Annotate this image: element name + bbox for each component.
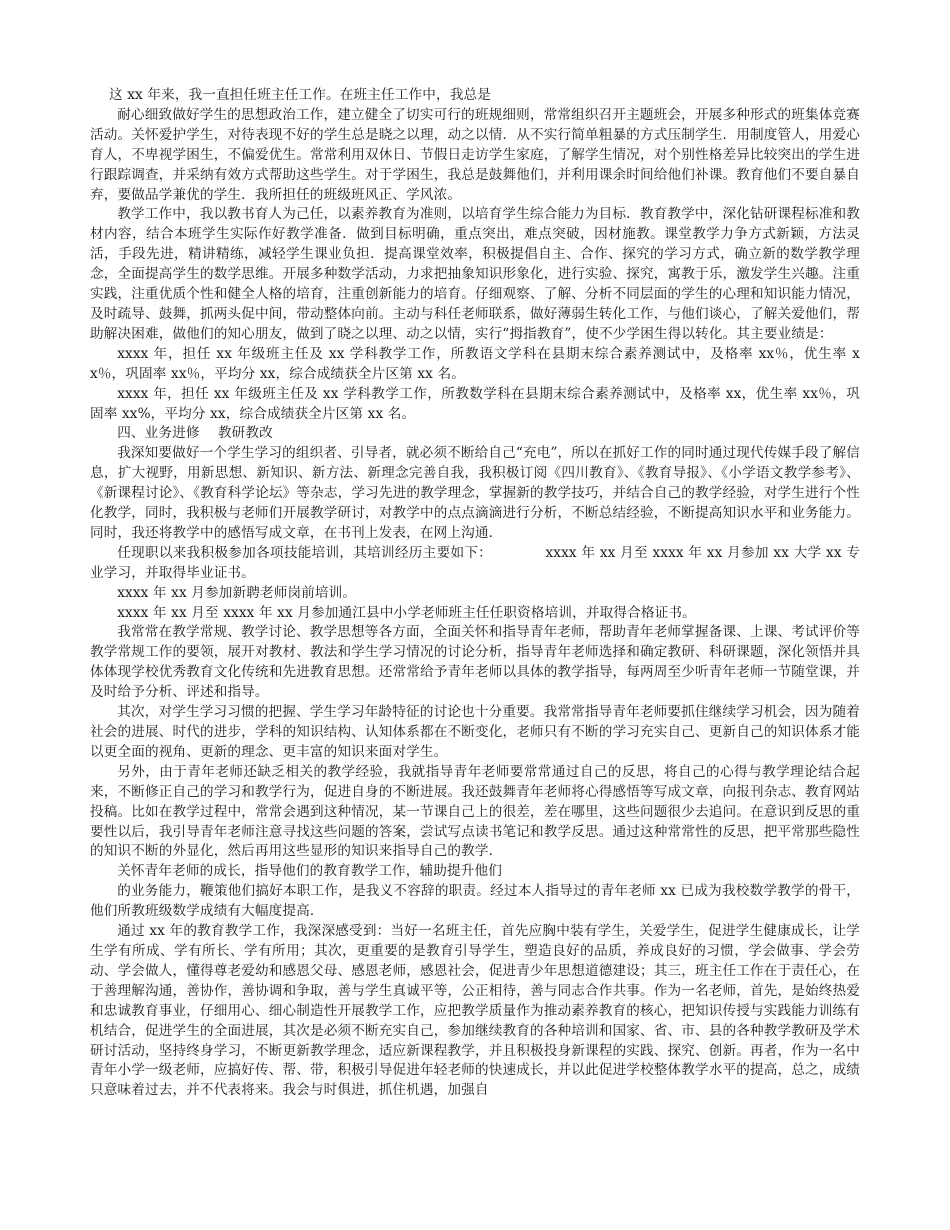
- paragraph-professional-ability: 的业务能力，鞭策他们搞好本职工作，是我义不容辞的职责。经过本人指导过的青年老师 xx 已成为我校数学教学的骨干，他们所教班级数学成绩有大幅度提高．: [90, 883, 860, 920]
- paragraph-teaching-work: 教学工作中，我以教书育人为己任，以素养教育为准则，以培育学生综合能力为目标．教育教学中，深化钻研课程标准和教材内容，结合本班学生实际作好教学准备．做到目标明确，重点突出，难点突破，因材施教。课堂教学力争方式新颖，方法灵活，手段先进，精讲精练，减轻学生课业负担．提高课堂效率，积极提倡自主、合作、探究的学习方式，确立新的数学教学理念，全面提高学生的数学思维。开展多种数学活动，力求把抽象知识形象化，进行实验、探究，寓教于乐，激发学生兴趣。注重实践，注重优质个性和健全人格的培育，注重创新能力的培育。仔细观察、了解、分析不同层面的学生的心理和知识能力情况，及时疏导、鼓舞，抓两头促中间，带动整体向前。主动与科任老师联系，做好薄弱生转化工作，与他们谈心，了解关爱他们，帮助解决困难，做他们的知心朋友，做到了晓之以理、动之以情，实行“拇指教育”，使不少学困生得以转化。其主要业绩是：: [90, 206, 860, 342]
- paragraph-summary: 通过 xx 年的教育教学工作，我深深感受到：当好一名班主任，首先应胸中装有学生，关爱学生，促进学生健康成长，让学生学有所成、学有所长、学有所用；其次，更重要的是教育引导学生，塑造良好的品质，养成良好的习惯，学会做事、学会劳动、学会做人，懂得尊老爱幼和感恩父母、感恩老师，感恩社会，促进青少年思想道德建设；其三，班主任工作在于责任心，在于善理解沟通，善协作，善协调和争取，善与学生真诚平等，公正相待，善与同志合作共事。作为一名老师，首先，是始终热爱和忠诚教育事业，仔细用心、细心制造性开展教学工作，应把教学质量作为推动素养教育的核心，把知识传授与实践能力训练有机结合，促进学生的全面进展，其次是必须不断充实自己，参加继续教育的各种培训和国家、省、市、县的各种教学教研及学术研讨活动，坚持终身学习，不断更新教学理念，适应新课程教学，并且积极投身新课程的实践、探究、创新。再者，作为一名中青年小学一级老师，应搞好传、帮、带，积极引导促进年轻老师的快速成长，并以此促进学校整体教学水平的提高，总之，成绩只意味着过去，并不代表将来。我会与时俱进，抓住机遇，加强自: [90, 923, 860, 1099]
- paragraph-achievement-2: xxxx 年，担任 xx 年级班主任及 xx 学科教学工作，所教数学科在县期末综合素养测试中，及格率 xx，优生率 xx％，巩固率 xx%，平均分 xx，综合成绩获全片区第 xx 名。: [90, 385, 860, 422]
- paragraph-training: 任现职以来我积极参加各项技能培训，其培训经历主要如下： xxxx 年 xx 月至 xxxx 年 xx 月参加 xx 大学 xx 专业学习，并取得毕业证书。: [90, 544, 860, 581]
- paragraph-reflection: 另外，由于青年老师还缺乏相关的教学经验，我就指导青年老师要常常通过自己的反思，将自己的心得与教学理论结合起来，不断修正自己的学习和教学行为，促进自身的不断进展。我还鼓舞青年老师将心得感悟等写成文章，向报刊杂志、教育网站投稿。比如在教学过程中，常常会遇到这种情况，某一节课自己上的很差，差在哪里，这些问题很少去追问。在意识到反思的重要性以后，我引导青年老师注意寻找这些问题的答案，尝试写点读书笔记和教学反思。通过这种常常性的反思，把平常那些隐性的知识不断的外显化，然后再用这些显形的知识来指导自己的教学．: [90, 763, 860, 860]
- paragraph-class-management: 耐心细致做好学生的思想政治工作，建立健全了切实可行的班规细则，常常组织召开主题班会，开展多种形式的班集体竞赛活动。关怀爱护学生，对待表现不好的学生总是晓之以理，动之以情．从不实行简单粗暴的方式压制学生．用制度管人，用爱心育人，不卑视学困生，不偏爱优生。常常利用双休日、节假日走访学生家庭，了解学生情况，对个别性格差异比较突出的学生进行跟踪调查，并采纳有效方式帮助这些学生。对于学困生，我总是鼓舞他们，并利用课余时间给他们补课。教育他们不要自暴自弃，要做品学兼优的学生．我所担任的班级班风正、学风浓。: [90, 106, 860, 203]
- document-page: [90, 86, 860, 1101]
- paragraph-self-improvement: 我深知要做好一个学生学习的组织者、引导者，就必须不断给自己“充电”，所以在抓好工作的同时通过现代传媒手段了解信息，扩大视野，用新思想、新知识、新方法、新理念完善自我，我积极订阅《四川教育》、《教育导报》、《小学语文教学参考》、《新课程讨论》、《教育科学论坛》等杂志，学习先进的教学理念，掌握新的教学技巧，并结合自己的教学经验，对学生进行个性化教学，同时，我积极与老师们开展教学研讨，对教学中的点点滴滴进行分析，不断总结经验，不断提高知识水平和业务能力。同时，我还将教学中的感悟写成文章，在书刊上发表，在网上沟通．: [90, 445, 860, 541]
- section-heading-study: 四、业务进修 教研教改: [117, 425, 273, 442]
- paragraph-mentoring: 我常常在教学常规、教学讨论、教学思想等各方面，全面关怀和指导青年老师，帮助青年老师掌握备课、上课、考试评价等教学常规工作的要领，展开对教材、教法和学生学习情况的讨论分析，指导青年老师选择和确定教研、科研课题，深化领悟并具体体现学校优秀教育文化传统和先进教育思想。还常常给予青年老师以具体的教学指导，每两周至少听青年老师一节随堂课，并及时给予分析、评述和指导。: [90, 624, 860, 701]
- paragraph-achievement-1: xxxx 年，担任 xx 年级班主任及 xx 学科教学工作，所教语文学科在县期末综合素养测试中，及格率 xx％，优生率 xx％，巩固率 xx％，平均分 xx，综合成绩获全片区第 xx 名。: [90, 345, 860, 382]
- paragraph-care-young-teachers: 关怀青年老师的成长，指导他们的教育教学工作，辅助提升他们: [117, 863, 503, 880]
- paragraph-training-item-1: xxxx 年 xx 月参加新聘老师岗前培训。: [117, 584, 357, 601]
- paragraph-intro: 这 xx 年来，我一直担任班主任工作。在班主任工作中，我总是: [109, 87, 491, 103]
- paragraph-training-item-2: xxxx 年 xx 月至 xxxx 年 xx 月参加通江县中小学老师班主任任职资格培训，并取得合格证书。: [117, 604, 696, 621]
- paragraph-learning-habits: 其次，对学生学习习惯的把握、学生学习年龄特征的讨论也十分重要。我常常指导青年老师要抓住继续学习机会，因为随着社会的进展、时代的进步，学科的知识结构、认知体系都在不断变化，老师只有不断的学习充实自己、更新自己的知识体系才能以更全面的视角、更新的理念、更丰富的知识来面对学生。: [90, 704, 860, 760]
